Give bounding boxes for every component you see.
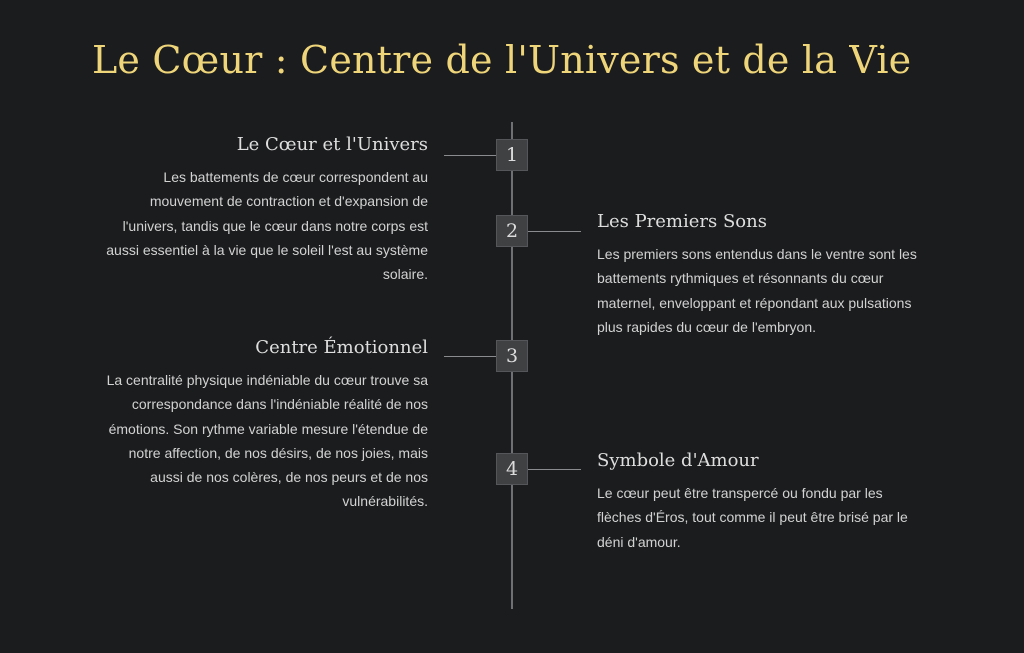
timeline-entry-3	[98, 337, 428, 514]
connector-4	[528, 469, 581, 470]
entry-text: Les battements de cœur correspondent au mouvement de contraction et d'expansion de l'univers, tandis que le cœur dans notre corps est aussi essentiel à la vie que le soleil l'est au système solaire.	[106, 169, 428, 283]
timeline-entry-4	[597, 450, 927, 554]
timeline-marker-1	[496, 139, 528, 171]
marker-number: 4	[505, 458, 519, 480]
connector-1	[444, 155, 496, 156]
entry-title: Le Cœur et l'Univers	[236, 134, 428, 155]
marker-number: 2	[505, 220, 519, 242]
connector-2	[528, 231, 581, 232]
connector-3	[444, 356, 496, 357]
timeline-entry-1	[98, 134, 428, 286]
entry-text: La centralité physique indéniable du cœur trouve sa correspondance dans l'indéniable réalité de nos émotions. Son rythme variable mesure l'étendue de notre affection, de nos désirs, de nos joies, mais aussi de nos colères, de nos peurs et de nos vulnérabilités.	[106, 372, 428, 510]
timeline-marker-4	[496, 453, 528, 485]
marker-number: 1	[505, 144, 519, 166]
page-title: Le Cœur : Centre de l'Univers et de la Vie	[92, 38, 912, 82]
timeline-entry-2	[597, 211, 927, 339]
marker-number: 3	[505, 345, 519, 367]
entry-title: Symbole d'Amour	[597, 450, 759, 471]
timeline-marker-2	[496, 215, 528, 247]
entry-title: Les Premiers Sons	[597, 211, 767, 232]
timeline-marker-3	[496, 340, 528, 372]
entry-text: Les premiers sons entendus dans le ventre sont les battements rythmiques et résonnants du cœur maternel, enveloppant et répondant aux pulsations plus rapides du cœur de l'embryon.	[597, 246, 917, 335]
entry-text: Le cœur peut être transpercé ou fondu par les flèches d'Éros, tout comme il peut être brisé par le déni d'amour.	[597, 485, 908, 550]
entry-title: Centre Émotionnel	[255, 337, 428, 358]
